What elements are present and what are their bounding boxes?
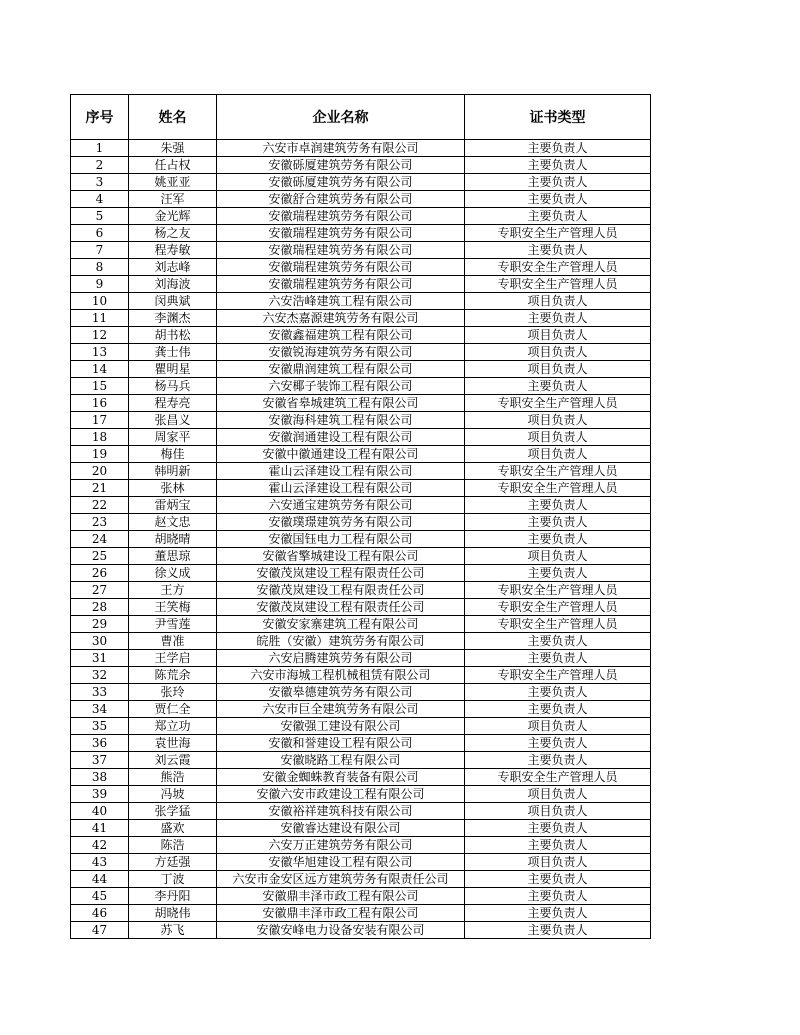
table-row: [71, 429, 651, 446]
cell-cert: 主要负责人: [465, 140, 651, 157]
cell-seq: 33: [71, 684, 129, 701]
cell-company: 安徽茂岚建设工程有限责任公司: [217, 582, 465, 599]
roster-table: [70, 94, 651, 939]
cell-cert: 主要负责人: [465, 752, 651, 769]
cell-company: 安徽睿达建设有限公司: [217, 820, 465, 837]
cell-name: 程寿敏: [129, 242, 217, 259]
cell-seq: 27: [71, 582, 129, 599]
cell-name: 尹雪莲: [129, 616, 217, 633]
cell-name: 周家平: [129, 429, 217, 446]
cell-company: 安徽舒合建筑劳务有限公司: [217, 191, 465, 208]
cell-seq: 26: [71, 565, 129, 582]
table-row: [71, 565, 651, 582]
table-row: [71, 157, 651, 174]
cell-name: 刘云霞: [129, 752, 217, 769]
table-row: [71, 633, 651, 650]
table-row: [71, 854, 651, 871]
cell-company: 安徽鼎丰泽市政工程有限公司: [217, 905, 465, 922]
cell-cert: 专职安全生产管理人员: [465, 395, 651, 412]
table-row: [71, 701, 651, 718]
table-row: [71, 412, 651, 429]
cell-seq: 37: [71, 752, 129, 769]
cell-seq: 24: [71, 531, 129, 548]
cell-company: 安徽国钰电力工程有限公司: [217, 531, 465, 548]
cell-seq: 41: [71, 820, 129, 837]
cell-name: 郑立功: [129, 718, 217, 735]
cell-company: 安徽砾厦建筑劳务有限公司: [217, 174, 465, 191]
cell-cert: 主要负责人: [465, 531, 651, 548]
table-row: [71, 480, 651, 497]
cell-seq: 6: [71, 225, 129, 242]
cell-name: 冯坡: [129, 786, 217, 803]
table-row: [71, 769, 651, 786]
cell-cert: 主要负责人: [465, 820, 651, 837]
table-row: [71, 735, 651, 752]
cell-name: 杨之友: [129, 225, 217, 242]
cell-name: 董思琼: [129, 548, 217, 565]
cell-cert: 主要负责人: [465, 735, 651, 752]
table-row: [71, 650, 651, 667]
cell-seq: 23: [71, 514, 129, 531]
table-row: [71, 242, 651, 259]
cell-name: 金光辉: [129, 208, 217, 225]
cell-name: 盛欢: [129, 820, 217, 837]
cell-name: 苏飞: [129, 922, 217, 939]
cell-cert: 主要负责人: [465, 497, 651, 514]
cell-cert: 项目负责人: [465, 412, 651, 429]
cell-seq: 10: [71, 293, 129, 310]
cell-cert: 主要负责人: [465, 191, 651, 208]
cell-seq: 5: [71, 208, 129, 225]
table-row: [71, 361, 651, 378]
cell-cert: 专职安全生产管理人员: [465, 582, 651, 599]
cell-seq: 2: [71, 157, 129, 174]
table-row: [71, 752, 651, 769]
table-row: [71, 820, 651, 837]
cell-seq: 44: [71, 871, 129, 888]
cell-name: 李丹阳: [129, 888, 217, 905]
cell-seq: 43: [71, 854, 129, 871]
table-body: [71, 140, 651, 939]
cell-name: 胡书松: [129, 327, 217, 344]
cell-cert: 主要负责人: [465, 633, 651, 650]
cell-company: 安徽裕祥建筑科技有限公司: [217, 803, 465, 820]
cell-cert: 专职安全生产管理人员: [465, 667, 651, 684]
table-row: [71, 259, 651, 276]
cell-name: 梅佳: [129, 446, 217, 463]
cell-company: 安徽砾厦建筑劳务有限公司: [217, 157, 465, 174]
cell-company: 安徽和誉建设工程有限公司: [217, 735, 465, 752]
cell-name: 姚亚亚: [129, 174, 217, 191]
cell-cert: 项目负责人: [465, 446, 651, 463]
cell-seq: 45: [71, 888, 129, 905]
cell-seq: 28: [71, 599, 129, 616]
cell-name: 王方: [129, 582, 217, 599]
cell-name: 胡晓伟: [129, 905, 217, 922]
cell-company: 六安启腾建筑劳务有限公司: [217, 650, 465, 667]
cell-name: 陈荒余: [129, 667, 217, 684]
cell-name: 刘志峰: [129, 259, 217, 276]
cell-name: 张学猛: [129, 803, 217, 820]
header-company: 企业名称: [217, 95, 465, 140]
table-row: [71, 293, 651, 310]
cell-seq: 35: [71, 718, 129, 735]
cell-cert: 主要负责人: [465, 378, 651, 395]
cell-company: 皖胜（安徽）建筑劳务有限公司: [217, 633, 465, 650]
cell-seq: 20: [71, 463, 129, 480]
cell-company: 霍山云泽建设工程有限公司: [217, 480, 465, 497]
cell-company: 安徽省皋城建筑工程有限公司: [217, 395, 465, 412]
table-row: [71, 837, 651, 854]
cell-company: 六安市巨全建筑劳务有限公司: [217, 701, 465, 718]
cell-seq: 36: [71, 735, 129, 752]
table-row: [71, 276, 651, 293]
cell-seq: 16: [71, 395, 129, 412]
table-row: [71, 582, 651, 599]
table-row: [71, 548, 651, 565]
cell-seq: 39: [71, 786, 129, 803]
cell-seq: 13: [71, 344, 129, 361]
cell-company: 安徽强工建设有限公司: [217, 718, 465, 735]
cell-cert: 主要负责人: [465, 157, 651, 174]
cell-cert: 专职安全生产管理人员: [465, 769, 651, 786]
cell-company: 安徽安家寨建筑工程有限公司: [217, 616, 465, 633]
cell-company: 六安万正建筑劳务有限公司: [217, 837, 465, 854]
cell-seq: 19: [71, 446, 129, 463]
cell-name: 赵文忠: [129, 514, 217, 531]
cell-name: 杨马兵: [129, 378, 217, 395]
cell-seq: 4: [71, 191, 129, 208]
cell-company: 安徽六安市政建设工程有限公司: [217, 786, 465, 803]
header-seq: 序号: [71, 95, 129, 140]
cell-company: 安徽瑞程建筑劳务有限公司: [217, 276, 465, 293]
cell-name: 张林: [129, 480, 217, 497]
cell-cert: 项目负责人: [465, 718, 651, 735]
table-row: [71, 531, 651, 548]
cell-seq: 29: [71, 616, 129, 633]
header-cert: 证书类型: [465, 95, 651, 140]
cell-company: 安徽中徽通建设工程有限公司: [217, 446, 465, 463]
cell-company: 安徽瑞程建筑劳务有限公司: [217, 208, 465, 225]
table-row: [71, 922, 651, 939]
table-row: [71, 446, 651, 463]
table-row: [71, 803, 651, 820]
table-row: [71, 174, 651, 191]
cell-name: 方廷强: [129, 854, 217, 871]
cell-cert: 专职安全生产管理人员: [465, 225, 651, 242]
cell-name: 汪军: [129, 191, 217, 208]
cell-name: 丁波: [129, 871, 217, 888]
cell-name: 龚士伟: [129, 344, 217, 361]
cell-seq: 38: [71, 769, 129, 786]
table-row: [71, 888, 651, 905]
cell-cert: 项目负责人: [465, 548, 651, 565]
table-row: [71, 684, 651, 701]
cell-seq: 25: [71, 548, 129, 565]
table-row: [71, 497, 651, 514]
cell-cert: 主要负责人: [465, 684, 651, 701]
cell-company: 安徽润通建设工程有限公司: [217, 429, 465, 446]
cell-name: 雷炳宝: [129, 497, 217, 514]
cell-name: 徐义成: [129, 565, 217, 582]
cell-cert: 主要负责人: [465, 888, 651, 905]
header-name: 姓名: [129, 95, 217, 140]
table-row: [71, 599, 651, 616]
cell-cert: 项目负责人: [465, 327, 651, 344]
cell-company: 安徽璞璟建筑劳务有限公司: [217, 514, 465, 531]
cell-cert: 主要负责人: [465, 905, 651, 922]
cell-company: 六安杰嘉源建筑劳务有限公司: [217, 310, 465, 327]
table-row: [71, 327, 651, 344]
table-row: [71, 905, 651, 922]
cell-name: 熊浩: [129, 769, 217, 786]
cell-company: 安徽锐海建筑劳务有限公司: [217, 344, 465, 361]
table-row: [71, 463, 651, 480]
cell-name: 程寿亮: [129, 395, 217, 412]
cell-seq: 15: [71, 378, 129, 395]
cell-company: 六安浩峰建筑工程有限公司: [217, 293, 465, 310]
table-row: [71, 344, 651, 361]
cell-company: 安徽瑞程建筑劳务有限公司: [217, 259, 465, 276]
cell-company: 安徽鑫福建筑工程有限公司: [217, 327, 465, 344]
cell-company: 安徽海科建筑工程有限公司: [217, 412, 465, 429]
cell-company: 六安市海城工程机械租赁有限公司: [217, 667, 465, 684]
cell-company: 霍山云泽建设工程有限公司: [217, 463, 465, 480]
cell-cert: 主要负责人: [465, 871, 651, 888]
cell-seq: 14: [71, 361, 129, 378]
cell-seq: 34: [71, 701, 129, 718]
cell-name: 张玲: [129, 684, 217, 701]
cell-cert: 项目负责人: [465, 293, 651, 310]
cell-seq: 30: [71, 633, 129, 650]
table-row: [71, 208, 651, 225]
cell-company: 安徽茂岚建设工程有限责任公司: [217, 599, 465, 616]
cell-company: 安徽皋德建筑劳务有限公司: [217, 684, 465, 701]
cell-cert: 项目负责人: [465, 429, 651, 446]
cell-name: 袁世海: [129, 735, 217, 752]
table-row: [71, 395, 651, 412]
cell-name: 瞿明星: [129, 361, 217, 378]
cell-name: 任占权: [129, 157, 217, 174]
cell-name: 闵典斌: [129, 293, 217, 310]
cell-cert: 主要负责人: [465, 208, 651, 225]
cell-company: 安徽鼎丰泽市政工程有限公司: [217, 888, 465, 905]
cell-cert: 主要负责人: [465, 242, 651, 259]
cell-cert: 专职安全生产管理人员: [465, 599, 651, 616]
cell-company: 安徽安峰电力设备安装有限公司: [217, 922, 465, 939]
cell-company: 六安通宝建筑劳务有限公司: [217, 497, 465, 514]
cell-cert: 专职安全生产管理人员: [465, 276, 651, 293]
cell-seq: 18: [71, 429, 129, 446]
cell-cert: 主要负责人: [465, 565, 651, 582]
cell-seq: 42: [71, 837, 129, 854]
cell-name: 陈浩: [129, 837, 217, 854]
cell-seq: 1: [71, 140, 129, 157]
table-row: [71, 191, 651, 208]
cell-cert: 专职安全生产管理人员: [465, 480, 651, 497]
cell-cert: 主要负责人: [465, 310, 651, 327]
cell-seq: 22: [71, 497, 129, 514]
cell-seq: 8: [71, 259, 129, 276]
cell-cert: 项目负责人: [465, 803, 651, 820]
cell-cert: 主要负责人: [465, 837, 651, 854]
cell-seq: 47: [71, 922, 129, 939]
cell-name: 胡晓晴: [129, 531, 217, 548]
table-row: [71, 225, 651, 242]
cell-cert: 主要负责人: [465, 701, 651, 718]
cell-seq: 46: [71, 905, 129, 922]
cell-name: 张昌义: [129, 412, 217, 429]
cell-cert: 项目负责人: [465, 854, 651, 871]
cell-company: 六安市卓润建筑劳务有限公司: [217, 140, 465, 157]
cell-company: 安徽金蜘蛛教育装备有限公司: [217, 769, 465, 786]
cell-cert: 项目负责人: [465, 786, 651, 803]
cell-company: 安徽茂岚建设工程有限责任公司: [217, 565, 465, 582]
cell-name: 贾仁全: [129, 701, 217, 718]
cell-seq: 21: [71, 480, 129, 497]
cell-name: 刘海波: [129, 276, 217, 293]
cell-company: 六安市金安区远方建筑劳务有限责任公司: [217, 871, 465, 888]
table-row: [71, 514, 651, 531]
table-row: [71, 140, 651, 157]
cell-name: 王学启: [129, 650, 217, 667]
cell-company: 安徽晓路工程有限公司: [217, 752, 465, 769]
cell-cert: 主要负责人: [465, 650, 651, 667]
cell-seq: 9: [71, 276, 129, 293]
table-header: [71, 95, 651, 140]
cell-seq: 11: [71, 310, 129, 327]
cell-name: 韩明新: [129, 463, 217, 480]
cell-cert: 主要负责人: [465, 174, 651, 191]
cell-seq: 12: [71, 327, 129, 344]
cell-company: 安徽省擎城建设工程有限公司: [217, 548, 465, 565]
table-row: [71, 667, 651, 684]
cell-seq: 3: [71, 174, 129, 191]
table-row: [71, 786, 651, 803]
table-row: [71, 378, 651, 395]
cell-cert: 主要负责人: [465, 514, 651, 531]
cell-cert: 项目负责人: [465, 361, 651, 378]
cell-seq: 17: [71, 412, 129, 429]
cell-cert: 专职安全生产管理人员: [465, 259, 651, 276]
table-row: [71, 310, 651, 327]
header-row: [71, 95, 651, 140]
table-row: [71, 871, 651, 888]
table-row: [71, 616, 651, 633]
table-row: [71, 718, 651, 735]
cell-seq: 31: [71, 650, 129, 667]
cell-company: 六安椰子装饰工程有限公司: [217, 378, 465, 395]
cell-company: 安徽华旭建设工程有限公司: [217, 854, 465, 871]
cell-company: 安徽瑞程建筑劳务有限公司: [217, 242, 465, 259]
cell-cert: 专职安全生产管理人员: [465, 463, 651, 480]
cell-name: 王笑梅: [129, 599, 217, 616]
cell-cert: 主要负责人: [465, 922, 651, 939]
cell-seq: 32: [71, 667, 129, 684]
cell-seq: 7: [71, 242, 129, 259]
cell-seq: 40: [71, 803, 129, 820]
cell-cert: 项目负责人: [465, 344, 651, 361]
cell-company: 安徽鼎润建筑工程有限公司: [217, 361, 465, 378]
cell-company: 安徽瑞程建筑劳务有限公司: [217, 225, 465, 242]
cell-name: 朱强: [129, 140, 217, 157]
cell-name: 曹准: [129, 633, 217, 650]
cell-cert: 专职安全生产管理人员: [465, 616, 651, 633]
cell-name: 李渊杰: [129, 310, 217, 327]
